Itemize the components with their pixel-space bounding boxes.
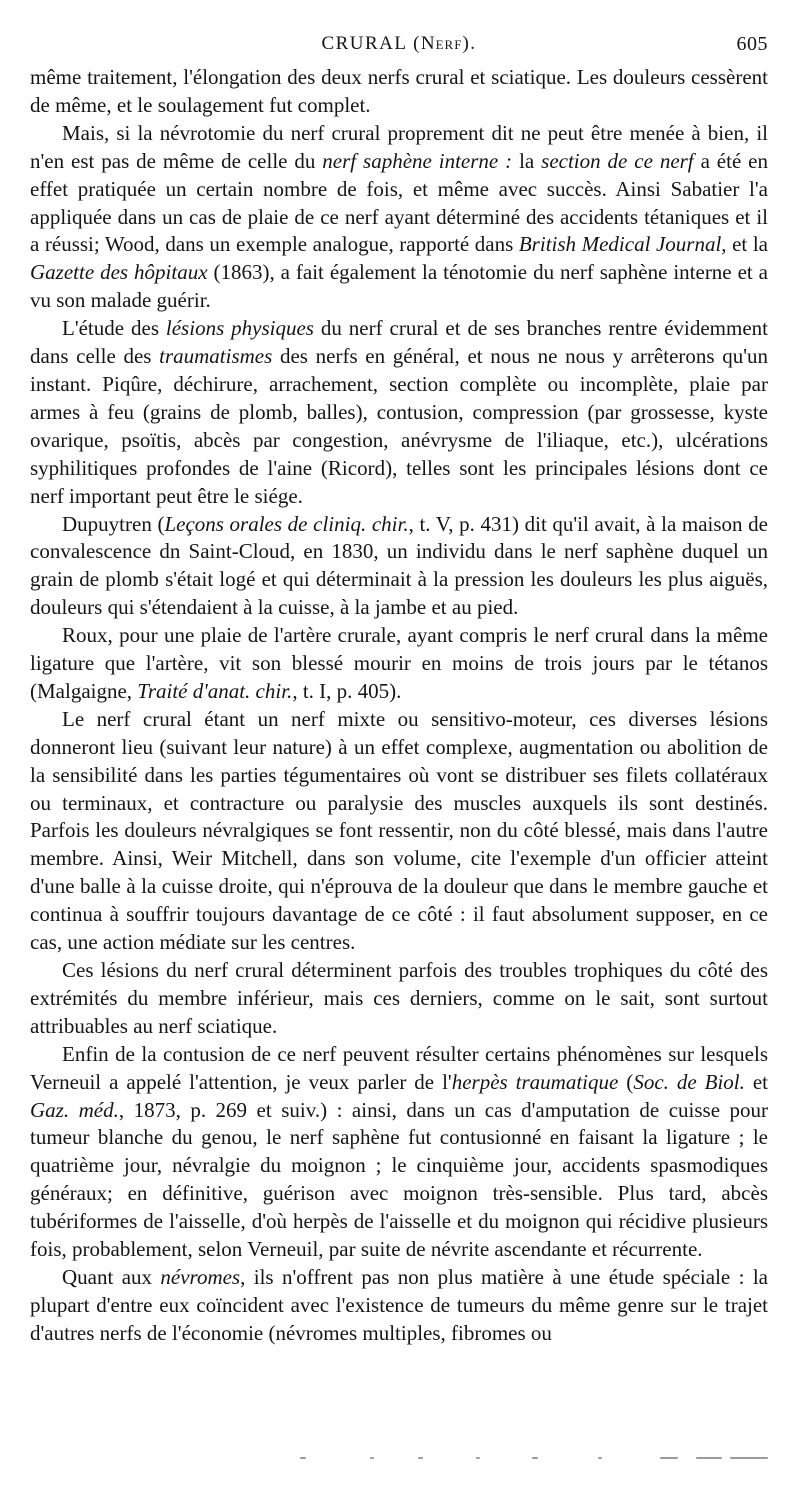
text-run: a été en effet pratiquée un certain nombre de fois, et même avec succès. Ainsi Sabatier l'a appliquée dans un cas de plaie de ce nerf ayant déterminé des accidents tétaniques et il a réussi; Wood, dans un exemple analogue, rapporté dans — [30, 148, 769, 257]
paragraph — [30, 706, 768, 957]
italic-text: section de ce nerf — [541, 148, 694, 173]
text-run: Ces lésions du nerf crural déterminent parfois des troubles trophiques du côté des extrémités du membre inférieur, mais ces derniers, comme on le sait, sont surtout attribuables au nerf sciatique. — [30, 958, 768, 1038]
italic-text: traumatismes — [159, 344, 273, 369]
text-run: du nerf crural et de ses branches rentre évidemment dans celle des — [30, 316, 768, 369]
running-title — [30, 30, 768, 58]
text-run: ( — [618, 1069, 634, 1094]
text-run: (1863), a fait également la ténotomie du nerf saphène interne et a vu son malade guérir. — [30, 260, 768, 313]
italic-text: névromes — [160, 1264, 241, 1289]
text-run: , t. I, p. 405). — [292, 678, 402, 703]
text-run: même traitement, l'élongation des deux nerfs crural et sciatique. Les douleurs cessèrent de même, et le soulagement fut complet. — [30, 65, 768, 117]
text-run: et la — [726, 232, 768, 257]
running-title-subject: Nerf — [420, 33, 463, 54]
text-run: des nerfs en général, et nous ne nous y arrêterons qu'un instant. Piqûre, déchirure, arrachement, section complète ou incomplète, plaie par armes à feu (grains de plomb, balles), contusion, compression (par grossesse, kyste ovarique, psoïtis, abcès par congestion, anévrysme de l'iliaque, etc.), ulcérations syphilitiques profondes de l'aine (Ricord), telles sont les principales lésions dont ce nerf important peut être le siége. — [30, 344, 769, 508]
italic-text: nerf saphène interne : — [322, 148, 513, 173]
italic-text: Soc. de Biol. — [633, 1069, 745, 1094]
running-title-paren-open: ( — [406, 33, 421, 54]
text-run: Mais, si la névrotomie du nerf crural proprement dit ne peut être menée à bien, il n'en est pas de même de celle du — [30, 120, 768, 173]
page-number: 605 — [736, 33, 768, 55]
text-run: L'étude des — [62, 316, 166, 341]
text-run: la — [512, 148, 542, 173]
text-run: Le nerf crural étant un nerf mixte ou sensitivo-moteur, ces diverses lésions donneront lieu (suivant leur nature) à un effet complexe, augmentation ou abolition de la sensibilité dans les parties tégumentaires où vont se distribuer ses filets collatéraux ou terminaux, et contracture ou paralysie des muscles auxquels ils sont destinés. Parfois les douleurs névralgiques se font ressentir, non du côté blessé, mais dans l'autre membre. Ainsi, Weir Mitchell, dans son volume, cite l'exemple d'un officier atteint d'une balle à la cuisse droite, qui n'éprouva de la douleur que dans le membre gauche et continua à souffrir toujours davantage de ce côté : il faut absolument supposer, en ce cas, une action médiate sur les centres. — [30, 706, 768, 955]
italic-text: herpès traumatique — [451, 1069, 619, 1094]
paragraph — [30, 315, 768, 510]
text-run: , ils n'offrent pas non plus matière à une étude spéciale : la plupart d'entre eux coïncident avec l'existence de tumeurs du même genre sur le trajet d'autres nerfs de l'économie (névromes multiples, fibromes ou — [30, 1264, 768, 1345]
italic-text: lésions physiques — [165, 316, 314, 341]
italic-text: British Medical Journal, — [518, 232, 727, 257]
paragraph — [30, 511, 768, 623]
text-run: Dupuytren ( — [62, 511, 165, 536]
text-run: Enfin de la contusion de ce nerf peuvent résulter certains phénomènes sur lesquels Verneuil a appelé l'attention, je veux parler de l' — [30, 1041, 768, 1094]
paragraph — [30, 64, 768, 120]
text-run: et — [744, 1069, 769, 1094]
text-run: Quant aux — [62, 1264, 161, 1289]
paragraph — [30, 1041, 768, 1264]
page-header — [30, 30, 768, 60]
paragraph — [30, 1264, 768, 1348]
bottom-print-marks — [300, 1455, 770, 1463]
running-title-main: CRURAL — [321, 33, 407, 54]
italic-text: Leçons orales de cliniq. chir. — [164, 511, 409, 536]
text-run: , 1873, p. 269 et suiv.) : ainsi, dans un cas d'amputation de cuisse pour tumeur blanche du genou, le nerf saphène fut contusionné en faisant la ligature ; le quatrième jour, névralgie du moignon ; le cinquième jour, accidents spasmodiques généraux; en définitive, guérison avec moignon très-sensible. Plus tard, abcès tubériformes de l'aisselle, d'où herpès de l'aisselle et du moignon qui récidive plusieurs fois, probablement, selon Verneuil, par suite de névrite ascendante et récurrente. — [30, 1097, 768, 1262]
italic-text: Traité d'anat. chir. — [137, 678, 293, 703]
paragraph — [30, 622, 768, 706]
paragraph — [30, 957, 768, 1041]
italic-text: Gaz. méd. — [30, 1097, 119, 1122]
running-title-paren-close: ). — [462, 33, 477, 54]
text-run: Roux, pour une plaie de l'artère crurale, ayant compris le nerf crural dans la même ligature que l'artère, vit son blessé mourir en moins de trois jours par le tétanos (Malgaigne, — [30, 623, 768, 703]
italic-text: Gazette des hôpitaux — [30, 260, 208, 285]
body-text — [30, 64, 768, 1348]
text-run: , t. V, p. 431) dit qu'il avait, à la maison de convalescence dn Saint-Cloud, en 1830, un individu dans le nerf saphène duquel un grain de plomb s'était logé et qui déterminait à la pression les douleurs les plus aiguës, douleurs qui s'étendaient à la cuisse, à la jambe et au pied. — [30, 511, 768, 620]
paragraph — [30, 120, 768, 315]
